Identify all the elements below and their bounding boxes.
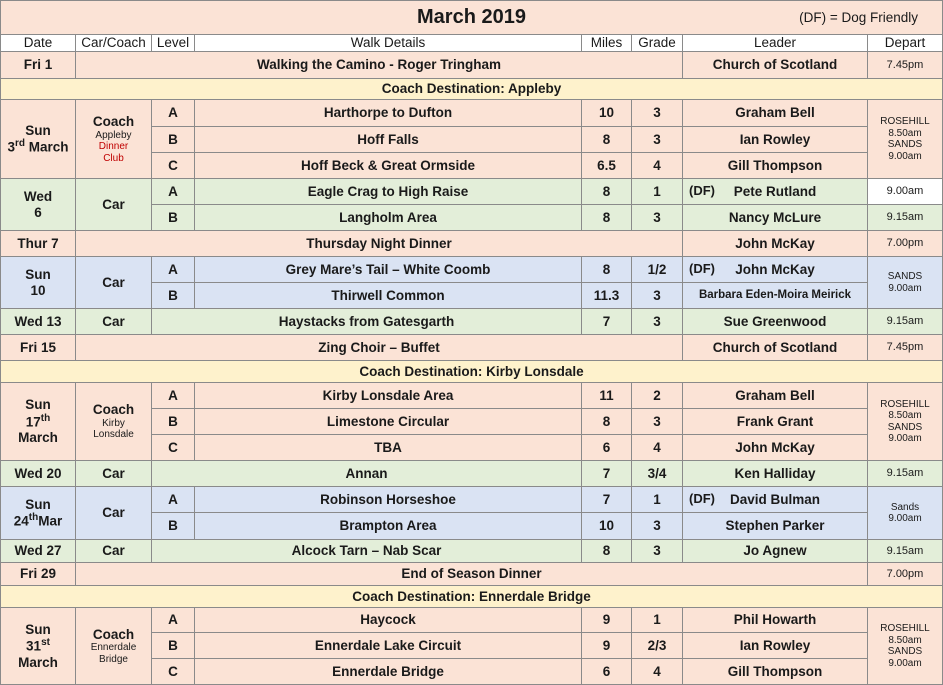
- leader-cell: [683, 205, 868, 231]
- leader-cell: [683, 608, 868, 633]
- walk-details: Langholm Area: [195, 205, 582, 231]
- grade-cell: 2: [632, 383, 683, 409]
- transport-cell: Car: [76, 179, 152, 231]
- grade-cell: 1/2: [632, 257, 683, 283]
- miles-cell: 8: [582, 205, 632, 231]
- coach-destination-note: Bridge: [99, 653, 128, 665]
- coach-destination-note: Club: [103, 152, 124, 164]
- transport-cell: Car: [76, 540, 152, 563]
- grade-cell: 4: [632, 153, 683, 179]
- leader-cell: [683, 513, 868, 540]
- event-details: End of Season Dinner: [76, 563, 868, 586]
- dog-friendly-tag: (DF): [689, 491, 715, 507]
- leader-cell: [683, 127, 868, 153]
- date-day-number: 31: [26, 638, 42, 654]
- depart-cell: 9.00am: [868, 179, 943, 205]
- level-cell: A: [152, 487, 195, 513]
- miles-cell: 8: [582, 179, 632, 205]
- leader-cell: Church of Scotland: [683, 52, 868, 79]
- leader-wrap: [683, 205, 867, 230]
- depart-cell: 9.15am: [868, 540, 943, 563]
- miles-cell: 8: [582, 127, 632, 153]
- leader-name: Stephen Parker: [725, 518, 825, 534]
- date-line: 10: [30, 282, 46, 298]
- depart-line: SANDS: [887, 139, 923, 150]
- date-cell: [0, 608, 76, 685]
- grade-cell: 3: [632, 409, 683, 435]
- leader-name: Graham Bell: [735, 105, 815, 121]
- event-details: Zing Choir – Buffet: [76, 335, 683, 361]
- walk-details: Haycock: [195, 608, 582, 633]
- depart-line: ROSEHILL: [880, 623, 930, 634]
- leader-name: Ian Rowley: [739, 637, 811, 653]
- leader-wrap: [683, 383, 867, 408]
- walk-details: Grey Mare’s Tail – White Coomb: [195, 257, 582, 283]
- date-day-number: 3: [7, 139, 15, 155]
- transport-cell: [76, 100, 152, 179]
- date-cell: [0, 100, 76, 179]
- title-wrap: [1, 1, 942, 34]
- event-details: Thursday Night Dinner: [76, 231, 683, 257]
- depart-cell: 7.45pm: [868, 335, 943, 361]
- leader-cell: [683, 257, 868, 283]
- transport-cell: [76, 383, 152, 461]
- depart-cell: [868, 608, 943, 685]
- transport-cell: Car: [76, 257, 152, 309]
- grade-cell: 4: [632, 435, 683, 461]
- miles-cell: 10: [582, 513, 632, 540]
- title-bar: [0, 0, 943, 35]
- grade-cell: 3: [632, 100, 683, 127]
- miles-cell: 8: [582, 540, 632, 563]
- transport-cell: [76, 608, 152, 685]
- grade-cell: 1: [632, 179, 683, 205]
- leader-name: Frank Grant: [736, 413, 814, 429]
- date-day-number: 24: [13, 513, 29, 529]
- leader-cell: [683, 100, 868, 127]
- level-cell: C: [152, 153, 195, 179]
- miles-cell: 11.3: [582, 283, 632, 309]
- leader-cell: [683, 487, 868, 513]
- depart-line: ROSEHILL: [880, 398, 930, 410]
- walk-details: Hoff Falls: [195, 127, 582, 153]
- header-level: Level: [152, 35, 195, 52]
- level-cell: B: [152, 283, 195, 309]
- date-cell: [0, 487, 76, 540]
- date-line: Sun: [25, 122, 51, 138]
- leader-wrap: [683, 153, 867, 178]
- header-grade: Grade: [632, 35, 683, 52]
- date-cell: Wed 13: [0, 309, 76, 335]
- grade-cell: 3: [632, 283, 683, 309]
- level-cell: A: [152, 383, 195, 409]
- date-suffix: st: [41, 637, 50, 649]
- miles-cell: 7: [582, 487, 632, 513]
- date-cell: Fri 15: [0, 335, 76, 361]
- date-cell: Thur 7: [0, 231, 76, 257]
- leader-name: Pete Rutland: [733, 183, 817, 199]
- miles-cell: 10: [582, 100, 632, 127]
- date-line: Sun: [25, 266, 51, 282]
- leader-wrap: [683, 608, 867, 632]
- grade-cell: 3: [632, 309, 683, 335]
- event-details: Walking the Camino - Roger Tringham: [76, 52, 683, 79]
- dog-friendly-tag: (DF): [689, 261, 715, 277]
- dog-friendly-tag: (DF): [689, 183, 715, 199]
- coach-destination-banner: Coach Destination: Kirby Lonsdale: [0, 361, 943, 383]
- depart-cell: [868, 257, 943, 309]
- header-walk: Walk Details: [195, 35, 582, 52]
- leader-cell: Ken Halliday: [683, 461, 868, 487]
- transport-type: Coach: [92, 626, 135, 642]
- leader-wrap: [683, 100, 867, 126]
- header-date: Date: [0, 35, 76, 52]
- grade-cell: 3/4: [632, 461, 683, 487]
- leader-wrap: [683, 513, 867, 539]
- transport-cell: Car: [76, 487, 152, 540]
- date-line: [14, 512, 63, 529]
- grade-cell: 3: [632, 513, 683, 540]
- depart-line: 9.00am: [888, 150, 922, 162]
- walk-details: Harthorpe to Dufton: [195, 100, 582, 127]
- date-month: Mar: [38, 513, 63, 529]
- depart-cell: [868, 487, 943, 540]
- grade-cell: 4: [632, 659, 683, 685]
- walk-details: Hoff Beck & Great Ormside: [195, 153, 582, 179]
- leader-wrap: [683, 409, 867, 434]
- miles-cell: 9: [582, 633, 632, 659]
- grade-cell: 1: [632, 608, 683, 633]
- coach-destination-note: Appleby: [95, 129, 132, 141]
- walk-details: Ennerdale Lake Circuit: [195, 633, 582, 659]
- leader-cell: Sue Greenwood: [683, 309, 868, 335]
- date-suffix: th: [28, 512, 39, 524]
- date-line: March: [18, 654, 58, 670]
- walk-details: TBA: [195, 435, 582, 461]
- depart-cell: 9.15am: [868, 461, 943, 487]
- leader-cell: [683, 435, 868, 461]
- depart-line: 8.50am: [888, 127, 922, 139]
- date-cell: Wed 20: [0, 461, 76, 487]
- coach-destination-banner: Coach Destination: Appleby: [0, 79, 943, 100]
- leader-wrap: [683, 127, 867, 152]
- level-cell: B: [152, 205, 195, 231]
- transport-cell: Car: [76, 461, 152, 487]
- leader-name: Graham Bell: [735, 387, 815, 403]
- depart-line: SANDS: [887, 646, 923, 657]
- date-line: [26, 637, 50, 654]
- leader-name: Ian Rowley: [739, 131, 811, 147]
- leader-name: John McKay: [735, 439, 815, 455]
- walk-details: Kirby Lonsdale Area: [195, 383, 582, 409]
- date-cell: Fri 29: [0, 563, 76, 586]
- leader-cell: Church of Scotland: [683, 335, 868, 361]
- leader-name: Gill Thompson: [727, 157, 823, 173]
- leader-name: John McKay: [735, 261, 815, 277]
- miles-cell: 6: [582, 659, 632, 685]
- date-cell: [0, 179, 76, 231]
- depart-cell: [868, 100, 943, 179]
- depart-line: 9.00am: [888, 657, 922, 669]
- page-title: March 2019: [417, 6, 526, 28]
- grade-cell: 3: [632, 127, 683, 153]
- header-leader: Leader: [683, 35, 868, 52]
- depart-line: 9.00am: [888, 513, 922, 524]
- walk-details: Brampton Area: [195, 513, 582, 540]
- leader-wrap: [683, 257, 867, 282]
- walk-details: Alcock Tarn – Nab Scar: [152, 540, 582, 563]
- depart-line: ROSEHILL: [880, 116, 930, 127]
- coach-destination-note: Ennerdale: [90, 642, 137, 654]
- walk-details: Eagle Crag to High Raise: [195, 179, 582, 205]
- date-line: Sun: [25, 496, 51, 512]
- header-car_coach: Car/Coach: [76, 35, 152, 52]
- leader-cell: [683, 383, 868, 409]
- level-cell: C: [152, 659, 195, 685]
- leader-wrap: [683, 435, 867, 460]
- miles-cell: 8: [582, 257, 632, 283]
- walk-details: Ennerdale Bridge: [195, 659, 582, 685]
- miles-cell: 6: [582, 435, 632, 461]
- depart-line: 8.50am: [888, 634, 922, 646]
- leader-wrap: [683, 659, 867, 684]
- date-line: 6: [34, 204, 42, 220]
- depart-line: 8.50am: [888, 410, 922, 421]
- date-line: Wed: [23, 188, 53, 204]
- leader-wrap: [683, 179, 867, 204]
- date-cell: [0, 257, 76, 309]
- leader-name: Gill Thompson: [727, 663, 823, 679]
- leader-name: Nancy McLure: [728, 209, 822, 225]
- depart-cell: 7.45pm: [868, 52, 943, 79]
- date-month: March: [25, 139, 69, 155]
- leader-name: Phil Howarth: [733, 612, 817, 628]
- grade-cell: 2/3: [632, 633, 683, 659]
- depart-line: 9.00am: [888, 433, 922, 444]
- date-cell: Fri 1: [0, 52, 76, 79]
- date-line: Sun: [25, 621, 51, 637]
- leader-wrap: [683, 633, 867, 658]
- miles-cell: 11: [582, 383, 632, 409]
- miles-cell: 7: [582, 309, 632, 335]
- leader-cell: [683, 659, 868, 685]
- depart-cell: 7.00pm: [868, 231, 943, 257]
- leader-wrap: [683, 487, 867, 512]
- date-line: Sun: [25, 397, 51, 413]
- date-cell: [0, 383, 76, 461]
- depart-cell: 7.00pm: [868, 563, 943, 586]
- grade-cell: 3: [632, 205, 683, 231]
- level-cell: B: [152, 513, 195, 540]
- level-cell: A: [152, 100, 195, 127]
- miles-cell: 6.5: [582, 153, 632, 179]
- date-day-number: 17: [25, 414, 41, 430]
- date-line: [7, 138, 68, 155]
- transport-type: Coach: [92, 113, 135, 129]
- date-line: [26, 413, 50, 430]
- dog-friendly-note: (DF) = Dog Friendly: [799, 9, 918, 25]
- leader-name: David Bulman: [729, 491, 821, 507]
- depart-cell: 9.15am: [868, 205, 943, 231]
- depart-line: 9.00am: [888, 282, 922, 294]
- transport-type: Coach: [92, 402, 135, 418]
- depart-cell: 9.15am: [868, 309, 943, 335]
- depart-cell: [868, 383, 943, 461]
- coach-destination-note: Lonsdale: [93, 429, 134, 441]
- grade-cell: 1: [632, 487, 683, 513]
- depart-line: Sands: [890, 501, 920, 513]
- leader-cell: [683, 633, 868, 659]
- level-cell: C: [152, 435, 195, 461]
- miles-cell: 7: [582, 461, 632, 487]
- level-cell: A: [152, 179, 195, 205]
- leader-cell: Barbara Eden-Moira Meirick: [683, 283, 868, 309]
- walk-details: Limestone Circular: [195, 409, 582, 435]
- leader-cell: [683, 179, 868, 205]
- coach-destination-note: Dinner: [98, 141, 129, 152]
- level-cell: A: [152, 257, 195, 283]
- depart-line: SANDS: [887, 421, 923, 433]
- level-cell: B: [152, 409, 195, 435]
- leader-cell: Jo Agnew: [683, 540, 868, 563]
- date-suffix: rd: [15, 138, 25, 150]
- level-cell: B: [152, 127, 195, 153]
- coach-destination-note: Kirby: [102, 417, 125, 429]
- leader-cell: [683, 409, 868, 435]
- leader-cell: John McKay: [683, 231, 868, 257]
- date-cell: Wed 27: [0, 540, 76, 563]
- header-depart: Depart: [868, 35, 943, 52]
- transport-cell: Car: [76, 309, 152, 335]
- depart-line: SANDS: [887, 271, 923, 282]
- leader-cell: [683, 153, 868, 179]
- level-cell: A: [152, 608, 195, 633]
- miles-cell: 9: [582, 608, 632, 633]
- walk-details: Annan: [152, 461, 582, 487]
- walk-details: Thirwell Common: [195, 283, 582, 309]
- walk-details: Haystacks from Gatesgarth: [152, 309, 582, 335]
- level-cell: B: [152, 633, 195, 659]
- coach-destination-banner: Coach Destination: Ennerdale Bridge: [0, 586, 943, 608]
- header-miles: Miles: [582, 35, 632, 52]
- date-suffix: th: [40, 412, 51, 424]
- miles-cell: 8: [582, 409, 632, 435]
- date-line: March: [18, 430, 58, 445]
- walk-details: Robinson Horseshoe: [195, 487, 582, 513]
- grade-cell: 3: [632, 540, 683, 563]
